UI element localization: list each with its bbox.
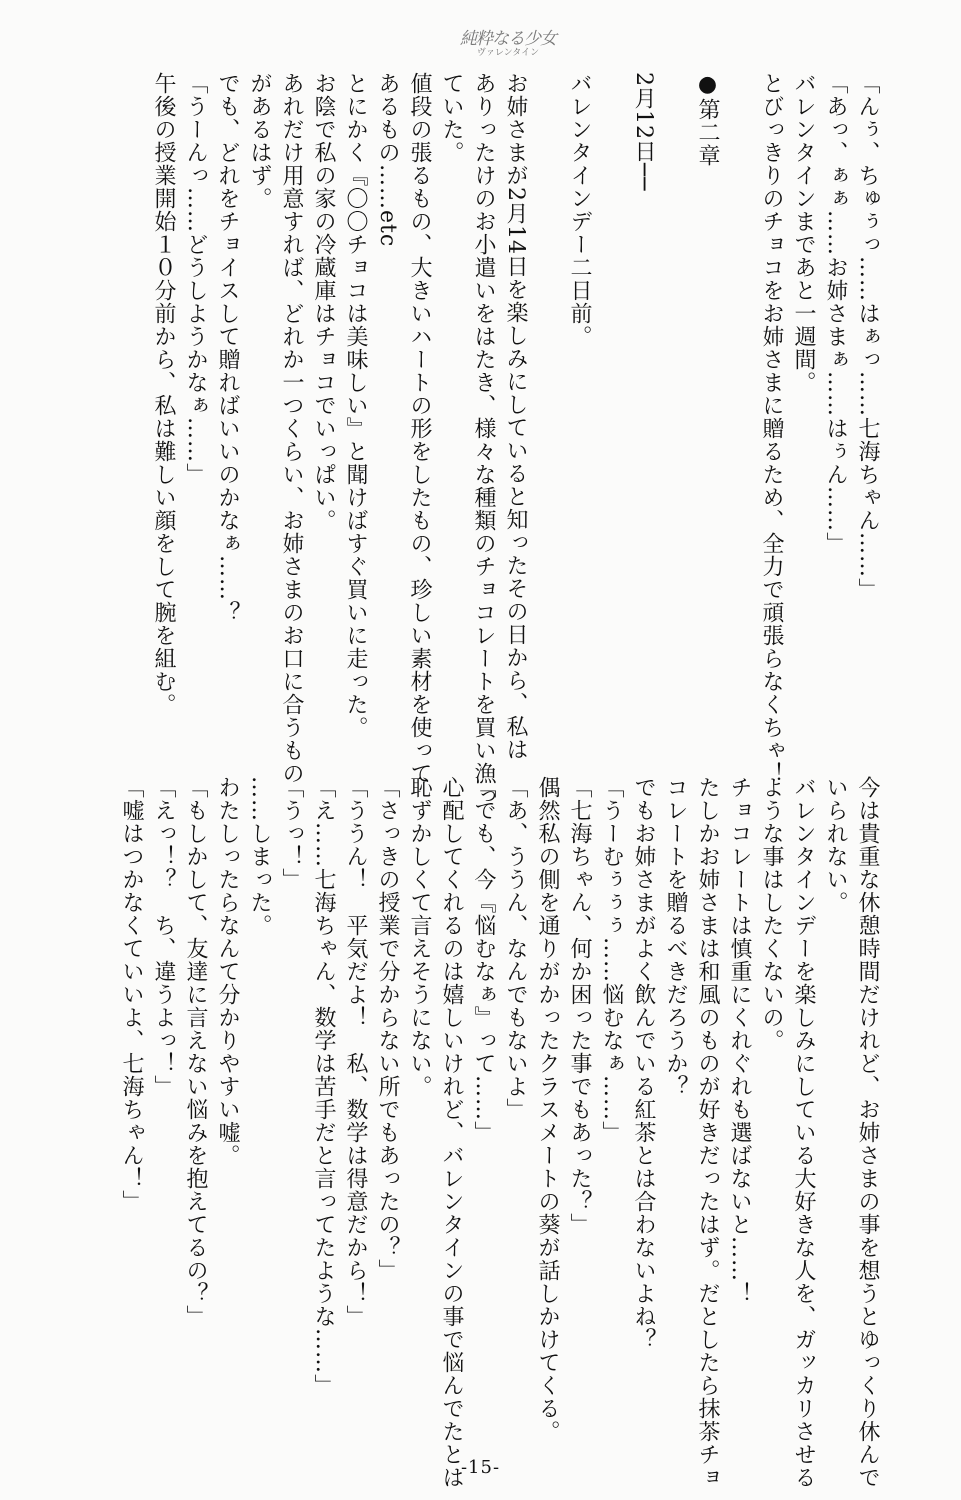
page-number: -15- [460, 1457, 501, 1478]
upper-text-column: あれだけ用意すれば、どれか一つくらい、お姉さまのお口に合うもの [279, 72, 304, 785]
lower-text-column: 「ううん！ 平気だよ！ 私、数学は得意だから！」 [343, 776, 368, 1328]
upper-text-column: とにかく『〇〇チョコは美味しい』と聞けばすぐ買いに走った。 [343, 72, 368, 739]
lower-text-column: 「でも、今『悩むなぁ』って……」 [471, 776, 496, 1144]
lower-text-column: 「七海ちゃん、何か困った事でもあった？」 [567, 776, 592, 1236]
upper-text-block [147, 72, 883, 808]
lower-text-column: 「えっ！？ ち、違うよっ！」 [151, 776, 176, 1098]
lower-text-column: 恥ずかしくて言えそうにない。 [407, 776, 432, 1098]
upper-text-column: 「あっ、ぁぁ……お姉さまぁ……はぅん……」 [823, 72, 848, 555]
upper-text-column: お陰で私の家の冷蔵庫はチョコでいっぱい。 [311, 72, 336, 532]
lower-text-column: 心配してくれるのは嬉しいけれど、バレンタインの事で悩んでたとは [439, 776, 464, 1489]
lower-text-column: ような事はしたくないの。 [759, 776, 784, 1052]
lower-text-column: 偶然私の側を通りがかったクラスメートの葵が話しかけてくる。 [535, 776, 560, 1443]
lower-text-column: 「うっ！」 [279, 776, 304, 891]
upper-text-column: ありったけのお小遣いをはたき、様々な種類のチョコレートを買い漁っ [471, 72, 496, 808]
upper-text-column: あるもの……etc [375, 72, 400, 248]
lower-text-column: 「あ、ううん、なんでもないよ」 [503, 776, 528, 1121]
lower-text-column: バレンタインデーを楽しみにしている大好きな人を、ガッカリさせる [791, 776, 816, 1489]
upper-text-column: バレンタインデー二日前。 [567, 72, 592, 348]
lower-text-column: でもお姉さまがよく飲んでいる紅茶とは合わないよね？ [631, 776, 656, 1351]
upper-text-column: ていた。 [439, 72, 464, 164]
upper-text-column: お姉さまが2月14日を楽しみにしていると知ったその日から、私は [503, 72, 528, 761]
upper-text-column: でも、どれをチョイスして贈ればいいのかなぁ……？ [215, 72, 240, 624]
upper-text-column: ●第二章 [695, 72, 720, 167]
upper-text-column: 「うーんっ……どうしようかなぁ……」 [183, 72, 208, 486]
lower-text-column: 「もしかして、友達に言えない悩みを抱えてるの？」 [183, 776, 208, 1328]
upper-text-column: 午後の授業開始１０分前から、私は難しい顔をして腕を組む。 [151, 72, 176, 716]
title-logo [458, 30, 558, 58]
lower-text-column: 「うーむぅぅぅ……悩むなぁ……」 [599, 776, 624, 1144]
lower-text-column: たしかお姉さまは和風のものが好きだったはず。だとしたら抹茶チョ [695, 776, 720, 1489]
upper-text-column: とびっきりのチョコをお姉さまに贈るため、全力で頑張らなくちゃ！ [759, 72, 784, 785]
upper-text-column: 「んぅ、ちゅぅっ……はぁっ……七海ちゃん……」 [855, 72, 880, 601]
lower-text-column: 今は貴重な休憩時間だけれど、お姉さまの事を想うとゆっくり休んで [855, 776, 880, 1489]
upper-text-column: 2月12日── [631, 72, 656, 192]
upper-text-column: 値段の張るもの、大きいハートの形をしたもの、珍しい素材を使って [407, 72, 432, 785]
lower-text-column: コレートを贈るべきだろうか？ [663, 776, 688, 1098]
lower-text-column: チョコレートは慎重にくれぐれも選ばないと……！ [727, 776, 752, 1305]
lower-text-column: ……しまった。 [247, 776, 272, 937]
upper-text-column: があるはず。 [247, 72, 272, 210]
lower-text-column: 「え……七海ちゃん、数学は苦手だと言ってたような……」 [311, 776, 336, 1397]
lower-text-column: わたしったらなんて分かりやすい嘘。 [215, 776, 240, 1167]
upper-text-column: バレンタインまであと一週間。 [791, 72, 816, 394]
lower-text-column: いられない。 [823, 776, 848, 914]
logo-sub-text: ヴァレンタイン [476, 48, 540, 58]
logo-main-text: 純粋なる少女 [460, 29, 556, 49]
lower-text-column: 「嘘はつかなくていいよ、七海ちゃん！」 [119, 776, 144, 1213]
lower-text-column: 「さっきの授業で分からない所でもあったの？」 [375, 776, 400, 1282]
